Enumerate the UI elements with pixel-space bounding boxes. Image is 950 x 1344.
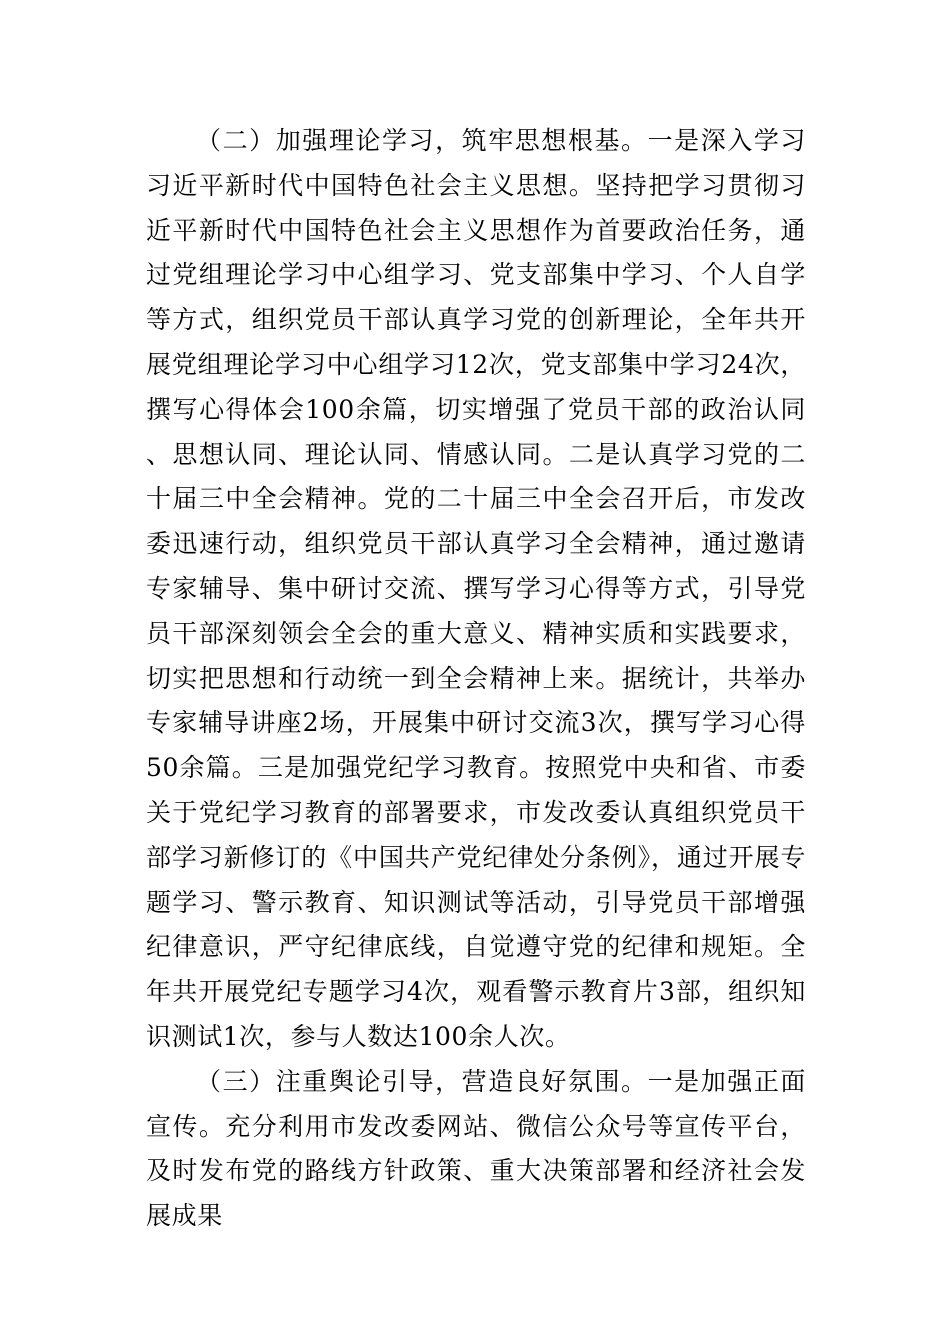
paragraph-theory-study: （二）加强理论学习，筑牢思想根基。一是深入学习习近平新时代中国特色社会主义思想。坚持把学习贯彻习近平新时代中国特色社会主义思想作为首要政治任务，通过党组理论学习中心组学习、党支部集中学习、个人自学等方式，组织党员干部认真学习党的创新理论，全年共开展党组理论学习中心组学习12次，党支部集中学习24次，撰写心得体会100余篇，切实增强了党员干部的政治认同、思想认同、理论认同、情感认同。二是认真学习党的二十届三中全会精神。党的二十届三中全会召开后，市发改委迅速行动，组织党员干部认真学习全会精神，通过邀请专家辅导、集中研讨交流、撰写学习心得等方式，引导党员干部深刻领会全会的重大意义、精神实质和实践要求，切实把思想和行动统一到全会精神上来。据统计，共举办专家辅导讲座2场，开展集中研讨交流3次，撰写学习心得50余篇。三是加强党纪学习教育。按照党中央和省、市委关于党纪学习教育的部署要求，市发改委认真组织党员干部学习新修订的《中国共产党纪律处分条例》，通过开展专题学习、警示教育、知识测试等活动，引导党员干部增强纪律意识，严守纪律底线，自觉遵守党的纪律和规矩。全年共开展党纪专题学习4次，观看警示教育片3部，组织知识测试1次，参与人数达100余人次。 [146,126,806,1051]
paragraph-public-opinion: （三）注重舆论引导，营造良好氛围。一是加强正面宣传。充分利用市发改委网站、微信公众号等宣传平台，及时发布党的路线方针政策、重大决策部署和经济社会发展成果 [146,1066,806,1231]
document-body [146,119,806,1239]
